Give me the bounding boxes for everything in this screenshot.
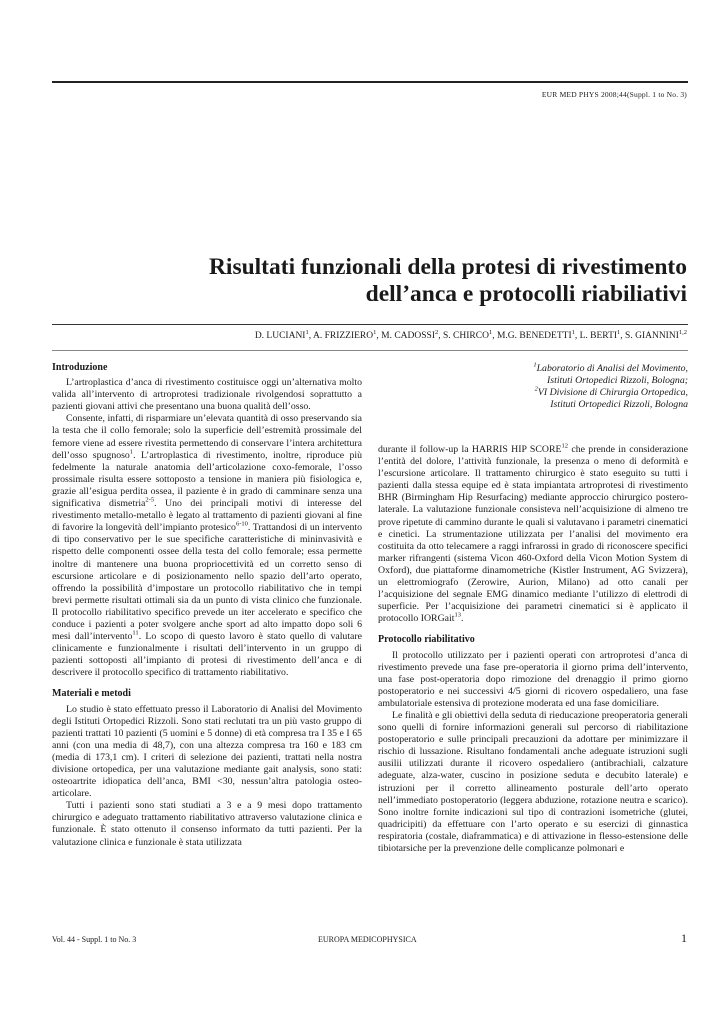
author-affiliation-mark: 1,2 bbox=[678, 328, 687, 336]
text-run: . bbox=[460, 613, 464, 625]
author-name: D. LUCIANI bbox=[254, 331, 306, 341]
article-title: Risultati funzionali della protesi di rivestimento dell’anca e protocolli riabiliativi bbox=[208, 254, 687, 307]
title-rule bbox=[52, 324, 688, 325]
page-number: 1 bbox=[681, 931, 687, 945]
paragraph: L’artroplastica d’anca di rivestimento costituisce oggi un’alternativa molto valida all’intervento di artroprotesi tradizionale rivolgendosi soprattutto a pazienti giovani attivi che presentano una buona qualità dell’osso. bbox=[52, 377, 362, 413]
left-column bbox=[52, 362, 362, 849]
author-affiliation-mark: 1 bbox=[571, 328, 575, 336]
affiliations bbox=[380, 363, 688, 411]
section-heading-introduzione: Introduzione bbox=[52, 362, 108, 373]
paragraph: Tutti i pazienti sono stati studiati a 3 e a 9 mesi dopo trattamento chirurgico e adeguato trattamento riabilitativo attraverso valutazione clinica e funzionale. È stato ottenuto il consenso informato da tutti pazienti. Per la valutazione clinica e funzionale è stata utilizzata bbox=[52, 800, 362, 848]
header-rule bbox=[52, 81, 688, 83]
author-affiliation-mark: 1 bbox=[305, 328, 309, 336]
section-materiali-e-metodi bbox=[52, 688, 362, 848]
authors-rule bbox=[52, 350, 688, 351]
author-name: S. GIANNINI bbox=[625, 331, 679, 341]
paragraph bbox=[378, 444, 688, 625]
author-affiliation-mark: 1 bbox=[373, 328, 377, 336]
paragraph: Le finalità e gli obiettivi della seduta di rieducazione preoperatoria generali sono quelli di fornire informazioni generali sul percorso di riabilitazione postoperatorio e sulle principali precauzioni da adottare per minimizzare il rischio di lussazione. Risultano fondamentali anche adeguate istruzioni sugli ausilii utilizzati durante il ricovero ospedaliero (antibrachiali, calzature adeguate, alza-water, cuscino in posizione seduta e decubito laterale) e istruzioni per il corretto allineamento posturale dell’arto operato nell’immediato postoperatorio (leggera abduzione, rotazione neutra e scarico). Sono inoltre fornite indicazioni sul tipo di contrazioni isometriche (glutei, quadricipiti) da effettuare con l’arto operato e su esercizi di ginnastica respiratoria (costale, diaframmatica) e di attivazione in flesso-estensione delle tibiotarsiche per la prevenzione delle complicanze polmonari e bbox=[378, 709, 688, 854]
text-run: . L’artroplastica di rivestimento, inoltre, riproduce più fedelmente la naturale anatomia dell’articolazione coxo-femorale, l’osso prossimale risulta essere sottoposto a tensione in maniera più fisiologica e, grazie all’esigua perdita ossea, il paziente è in grado di camminare senza una significativa dismetria bbox=[52, 449, 363, 510]
footer-journal: EUROPA MEDICOPHYSICA bbox=[318, 935, 417, 944]
citation: 11 bbox=[132, 629, 139, 637]
journal-reference: EUR MED PHYS 2008;44(Suppl. 1 to No. 3) bbox=[541, 90, 687, 99]
affiliation-line: Istituti Ortopedici Rizzoli, Bologna bbox=[550, 398, 688, 410]
author-name: A. FRIZZIERO bbox=[312, 331, 374, 341]
citation: 13 bbox=[454, 612, 461, 620]
affiliation-line bbox=[380, 387, 688, 399]
footer-volume: Vol. 44 - Suppl. 1 to No. 3 bbox=[52, 935, 137, 944]
text-run: . Lo scopo di questo lavoro è stato quello di valutare clinicamente e funzionalmente i risultati dell’intervento in un gruppo di pazienti sottoposti all’impianto di protesi di rivestimento dell’anca e di descrivere il protocollo specifico di trattamento riabilitativo. bbox=[52, 631, 362, 679]
author-name: M.G. BENEDETTI bbox=[496, 331, 572, 341]
citation: 2-5 bbox=[145, 496, 155, 504]
author-affiliation-mark: 1 bbox=[488, 328, 493, 336]
section-heading-protocollo-riabilitativo: Protocollo riabilitativo bbox=[378, 634, 475, 646]
text-run: che prende in considerazione l’entità del dolore, l’attività funzionale, la presenza o meno di deformità e l’escursione articolare. Il trattamento chirurgico è stato eseguito su tutti i pazienti dalla stessa equipe ed è stata impiantata artroprotesi di rivestimento BHR (Birmingham Hip Resurfacing) mediante approccio chirurgico postero-laterale. La valutazione funzionale consisteva nell’acquisizione di almeno tre prove ripetute di cammino durante le quali si valutavano i parametri cinematici e cinetici. La strumentazione utilizzata per l’analisi del movimento era costituita da otto telecamere a raggi infrarossi in grado di riconoscere specifici marker rifrangenti (sistema Vicon 460-Oxford della Vicon Motion System di Oxford), due piattaforme dinamometriche (Kistler Instrument, AG Svizzera), un elettromiografo (Zerowire, Aurion, Milano) ad otto canali per l’acquisizione del segnale EMG dinamico mediante l’utilizzo di elettrodi di superficie. Per l’acquisizione dei parametri cinematici si è applicato il protocollo IORGait bbox=[378, 444, 689, 625]
affiliation-mark: 2 bbox=[534, 385, 538, 393]
citation: 6-10 bbox=[235, 520, 248, 528]
author-name: S. CHIRCO bbox=[443, 331, 489, 341]
paragraph bbox=[52, 413, 362, 679]
author-affiliation-mark: 2 bbox=[435, 328, 439, 336]
text-run: . Uno dei principali motivi di interesse del rivestimento metallo-metallo è legato al trattamento di pazienti giovani al fine di favorire la longevità dell’impianto protesico bbox=[52, 498, 362, 534]
section-protocollo-riabilitativo bbox=[378, 634, 688, 855]
affiliation-line: Istituti Ortopedici Rizzoli, Bologna; bbox=[547, 374, 688, 386]
text-run: . Trattandosi di un intervento di tipo conservativo per le sue specifiche caratteristiche di mininvasività e rispetto delle componenti ossee della testa del collo femorale; essa permette inoltre di mantenere una buona propriocettività ed un corretto senso di escursione articolare e di posizionamento nello spazio dell’arto operato, offrendo la possibilità d’impostare un protocollo riabilitativo che in tempi brevi permette risultati ottimali sia da un punto di vista clinico che funzionale. Il protocollo riabilitativo specifico prevede un iter accelerato e specifico che conduce i pazienti a poter svolgere anche sport ad alto impatto dopo soli 6 mesi dall’intervento bbox=[52, 522, 363, 643]
affiliation-mark: 1 bbox=[533, 361, 537, 369]
affiliation-text: Laboratorio di Analisi del Movimento, bbox=[536, 363, 688, 374]
paragraph: Lo studio è stato effettuato presso il Laboratorio di Analisi del Movimento degli Istituti Ortopedici Rizzoli. Sono stati reclutati tra un più vasto gruppo di pazienti trattati 10 pazienti (5 uomini e 5 donne) di età compresa tra I 35 e I 65 anni (con una media di 48,7), con una altezza compresa tra 160 e 183 cm (media di 173,1 cm). I criteri di selezione dei pazienti, trattati nella nostra divisione ortopedica, per una valutazione mediante gait analysis, sono stati: osteoartrite idiopatica dell’anca, BMI <30, nessun’altra patologia osteo-articolare. bbox=[52, 703, 362, 800]
author-name: L. BERTI bbox=[579, 331, 618, 341]
text-run: Consente, infatti, di risparmiare un’elevata quantità di osso preservando sia la testa che il collo femorale; solo la superficie dell’estremità prossimale del femore viene ad essere rivestita permettendo di conservare l’intera architettura dell’osso spugnoso bbox=[52, 413, 362, 461]
author-affiliation-mark: 1 bbox=[617, 328, 621, 336]
citation: 12 bbox=[561, 442, 569, 450]
text-run: durante il follow-up la HARRIS HIP SCORE bbox=[378, 444, 562, 455]
citation: 1 bbox=[129, 448, 134, 456]
paragraph: Il protocollo utilizzato per i pazienti operati con artroprotesi d’anca di rivestimento prevede una fase pre-operatoria il giorno prima dell’intervento, una fase post-operatoria dopo rimozione del drenaggio il primo giorno postoperatorio e nei successivi 4/5 giorni di ricovero ospedaliero, una fase ambulatoriale estensiva di protezione moderata ed una fase domiciliare. bbox=[378, 649, 688, 709]
affiliation-line bbox=[380, 363, 688, 375]
section-heading-materiali-e-metodi: Materiali e metodi bbox=[52, 688, 131, 700]
author-name: M. CADOSSI bbox=[381, 331, 435, 341]
right-column bbox=[378, 444, 688, 855]
author-list: D. LUCIANI$^1$, A. FRIZZIERO$^1$, M. CADOSSI$^2$, S. CHIRCO$^1$, M.G. BENEDETTI$^1$, L. BERTI$^1$, S. GIANNINI$^{1,2}$ bbox=[254, 328, 687, 341]
affiliation-text: VI Divisione di Chirurgia Ortopedica, bbox=[537, 386, 688, 398]
